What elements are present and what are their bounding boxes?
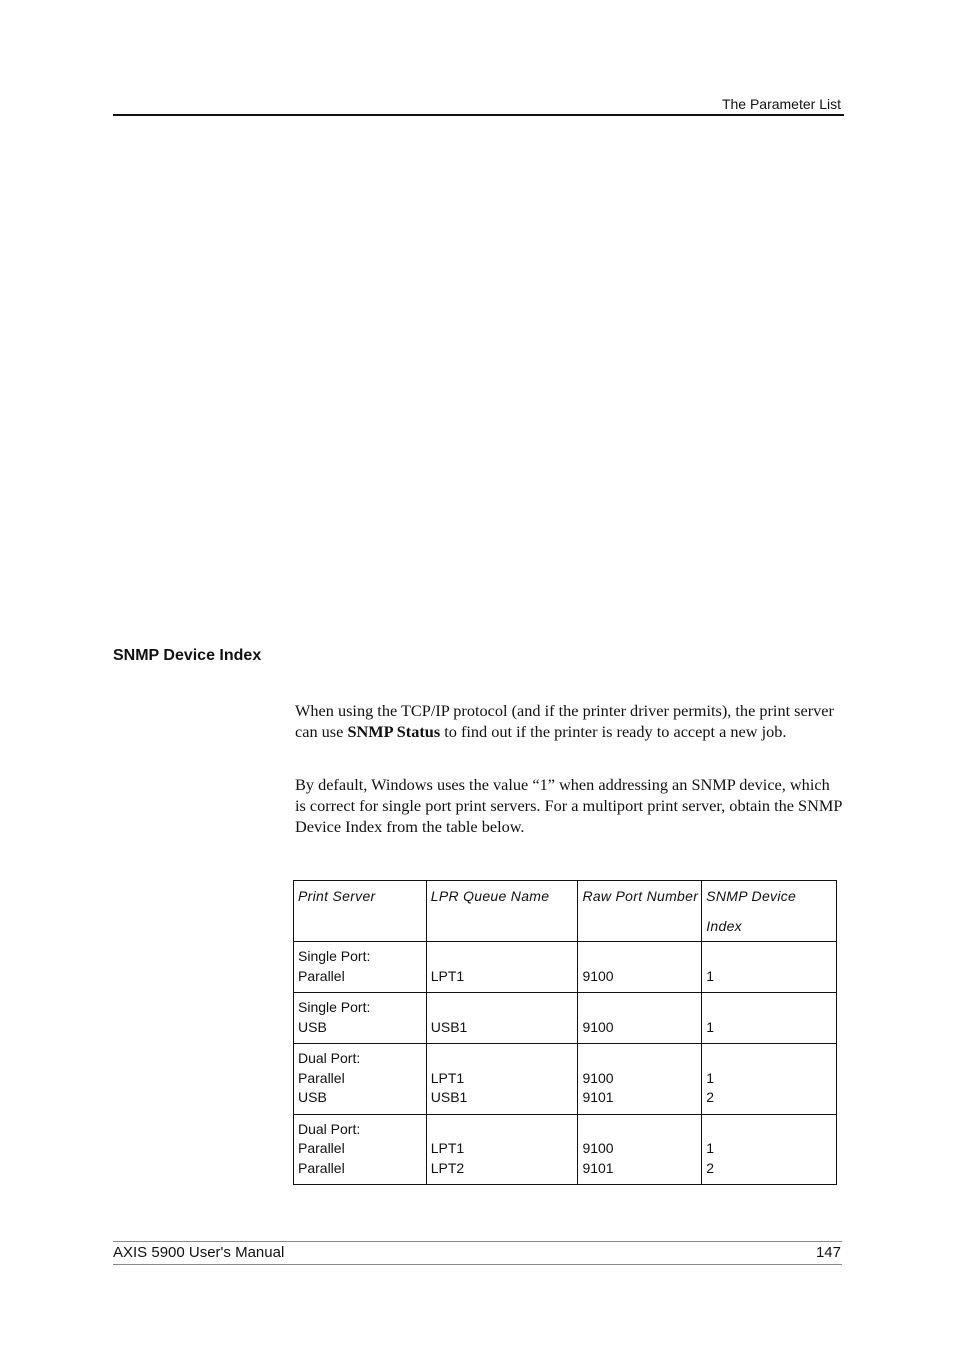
footer-manual-title: AXIS 5900 User's Manual <box>113 1244 285 1261</box>
cell-line: 1 <box>706 967 715 984</box>
running-header: The Parameter List <box>721 96 841 112</box>
cell-line: 2 <box>706 1089 715 1105</box>
cell-snmp-index <box>702 1044 837 1115</box>
cell-snmp-index <box>702 993 837 1044</box>
snmp-status-term: SNMP Status <box>347 722 441 741</box>
cell-line: USB1 <box>430 1089 468 1105</box>
cell-line: USB <box>298 1018 327 1035</box>
cell-line: LPT1 <box>430 967 465 984</box>
cell-snmp-index <box>702 1114 837 1185</box>
cell-print-server <box>294 1114 427 1185</box>
cell-raw-port <box>578 942 702 993</box>
p1-text-start: When using the TCP/IP protocol (and if the printer driver permits), the print server can use <box>295 701 834 741</box>
cell-print-server <box>294 1044 427 1115</box>
header-lpr-queue-name: LPR Queue Name <box>426 881 578 942</box>
cell-lpr-queue <box>426 1044 578 1115</box>
cell-line: Parallel <box>298 1069 345 1086</box>
cell-line: Dual Port: <box>298 1120 361 1137</box>
footer-rule-bottom <box>113 1264 842 1265</box>
cell-raw-port <box>578 993 702 1044</box>
paragraph-snmp-status <box>295 700 843 742</box>
cell-line <box>706 1049 836 1069</box>
header-raw-port-number: Raw Port Number <box>578 881 702 942</box>
cell-line: LPT1 <box>430 1069 465 1086</box>
cell-snmp-index <box>702 942 837 993</box>
cell-lpr-queue <box>426 942 578 993</box>
cell-line <box>582 947 701 967</box>
cell-line <box>582 1120 701 1140</box>
footer-page-number: 147 <box>815 1244 841 1261</box>
header-rule <box>113 114 844 116</box>
paragraph-default-index: By default, Windows uses the value “1” when addressing an SNMP device, which is correct for single port print servers. For a multiport print server, obtain the SNMP Device Index from the table below. <box>295 775 842 836</box>
cell-line <box>706 998 836 1018</box>
cell-line <box>582 998 701 1018</box>
cell-line: USB1 <box>430 1018 468 1035</box>
cell-line: 1 <box>706 1140 715 1156</box>
cell-line: LPT1 <box>430 1140 465 1156</box>
cell-line: 9100 <box>582 1018 614 1035</box>
cell-line: Parallel <box>298 967 345 984</box>
table-header-row <box>294 881 837 942</box>
cell-line <box>582 1049 701 1069</box>
section-heading: SNMP Device Index <box>113 647 262 664</box>
cell-line: Single Port: <box>298 999 371 1015</box>
cell-line: USB <box>298 1089 327 1105</box>
cell-line: 9100 <box>582 967 614 984</box>
table-row <box>294 942 837 993</box>
cell-line: Dual Port: <box>298 1050 361 1066</box>
cell-line: Single Port: <box>298 948 371 964</box>
cell-line <box>431 998 578 1018</box>
snmp-index-table <box>293 880 837 1185</box>
cell-line <box>431 1120 578 1140</box>
p1-text-end: to find out if the printer is ready to accept a new job. <box>440 722 787 741</box>
cell-raw-port <box>578 1114 702 1185</box>
footer-rule-top <box>113 1241 842 1242</box>
cell-print-server <box>294 942 427 993</box>
cell-line <box>706 1120 836 1140</box>
cell-raw-port <box>578 1044 702 1115</box>
cell-line: 9101 <box>582 1159 614 1176</box>
cell-lpr-queue <box>426 993 578 1044</box>
cell-line: Parallel <box>298 1159 345 1176</box>
header-snmp-device-index: SNMP Device Index <box>702 881 837 942</box>
cell-line: LPT2 <box>430 1159 465 1176</box>
table-row <box>294 1044 837 1115</box>
cell-line <box>431 947 578 967</box>
cell-line: 9100 <box>582 1140 614 1156</box>
cell-line: 1 <box>706 1069 715 1086</box>
cell-line: 9101 <box>582 1089 614 1105</box>
cell-print-server <box>294 993 427 1044</box>
cell-line <box>431 1049 578 1069</box>
table-row <box>294 1114 837 1185</box>
cell-line: 2 <box>706 1159 715 1176</box>
cell-line: 1 <box>706 1018 715 1035</box>
cell-line: 9100 <box>582 1069 614 1086</box>
cell-line <box>706 947 836 967</box>
table-row <box>294 993 837 1044</box>
header-print-server: Print Server <box>294 881 427 942</box>
cell-lpr-queue <box>426 1114 578 1185</box>
cell-line: Parallel <box>298 1140 345 1156</box>
